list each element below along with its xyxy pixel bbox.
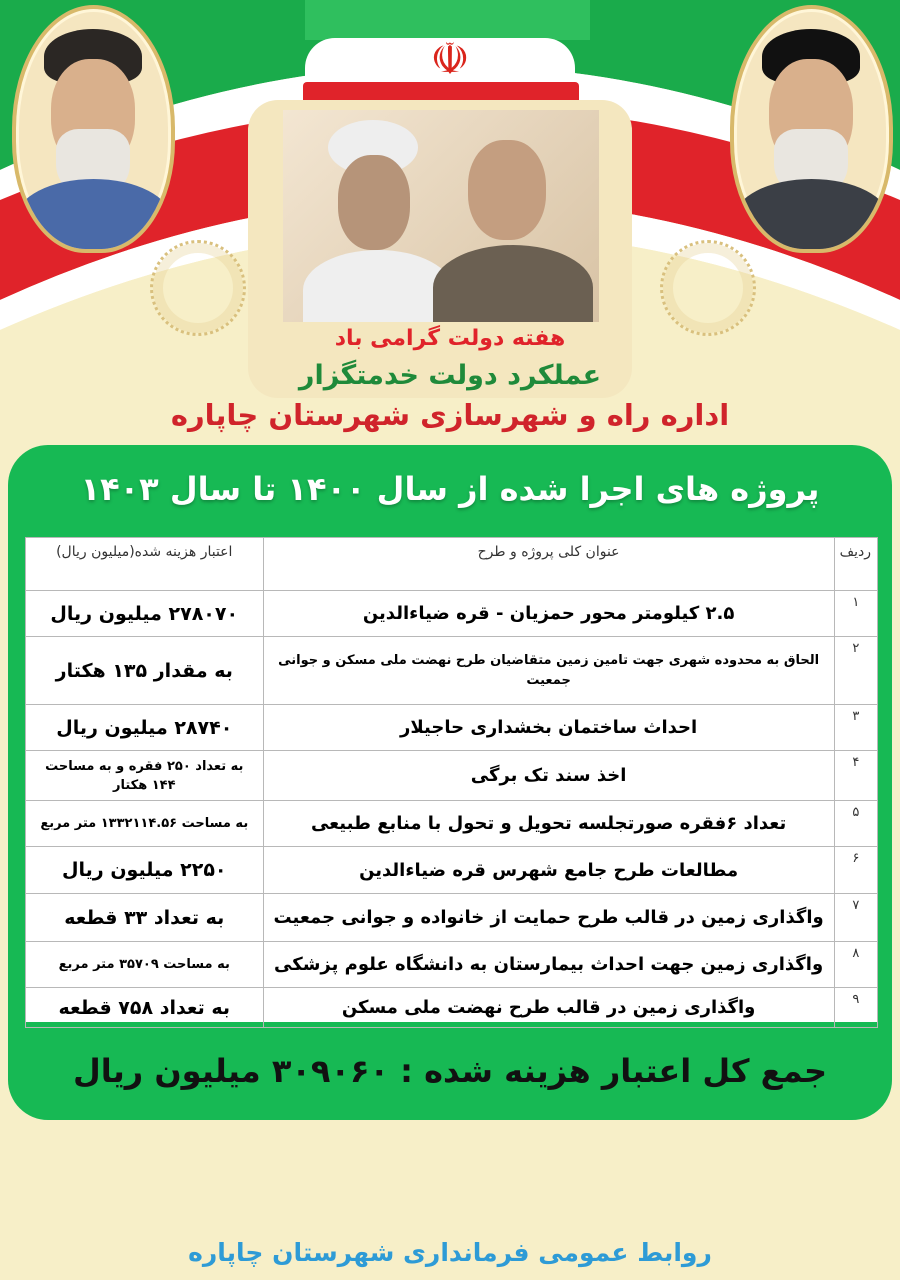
row-title: مطالعات طرح جامع شهرس قره ضیاءالدین [263,847,834,894]
row-index: ۵ [834,801,877,847]
footer-credit: روابط عمومی فرمانداری شهرستان چاپاره [188,1238,712,1267]
table-row [26,988,878,1028]
row-index: ۸ [834,942,877,988]
suit-shape [433,245,593,322]
row-index: ۶ [834,847,877,894]
row-index: ۷ [834,894,877,942]
robe-shape [303,250,453,322]
iran-emblem-icon: ☫ [430,34,470,85]
table-row [26,801,878,847]
martyrs-photo [283,110,599,322]
row-cost: ۲۷۸۰۷۰ میلیون ریال [26,591,264,637]
row-cost: به تعداد ۲۵۰ فقره و به مساحت ۱۴۴ هکتار [26,751,264,801]
row-cost: به مساحت ۱۳۳۲۱۱۴.۵۶ متر مربع [26,801,264,847]
row-title: تعداد ۶فقره صورتجلسه تحویل و تحول با منابع طبیعی [263,801,834,847]
projects-table [25,537,878,1028]
row-title: احداث ساختمان بخشداری حاجیلار [263,705,834,751]
row-index: ۹ [834,988,877,1028]
row-index: ۲ [834,637,877,705]
slogan-department: اداره راه و شهرسازی شهرستان چاپاره [170,398,730,432]
row-title: الحاق به محدوده شهری جهت تامین زمین متقاضیان طرح نهضت ملی مسکن و جوانی جمعیت [263,637,834,705]
row-title: ۲.۵ کیلومتر محور حمزیان - قره ضیاءالدین [263,591,834,637]
table-row [26,637,878,705]
table-header-row [26,538,878,591]
row-cost: ۲۸۷۴۰ میلیون ریال [26,705,264,751]
head-shape [468,140,546,240]
header-title: عنوان کلی پروژه و طرح [263,538,834,591]
row-index: ۴ [834,751,877,801]
row-cost: ۲۲۵۰ میلیون ریال [26,847,264,894]
row-title: واگذاری زمین در قالب طرح حمایت از خانواده و جوانی جمعیت [263,894,834,942]
row-title: واگذاری زمین جهت احداث بیمارستان به دانشگاه علوم پزشکی [263,942,834,988]
row-cost: به مقدار ۱۳۵ هکتار [26,637,264,705]
ornament-right-icon [660,240,756,336]
head-shape [338,155,410,250]
ornament-left-icon [150,240,246,336]
row-cost: به تعداد ۷۵۸ قطعه [26,988,264,1028]
header-index: ردیف [834,538,877,591]
robe-shape [16,179,171,253]
row-title: اخذ سند تک برگی [263,751,834,801]
card-title: پروژه های اجرا شده از سال ۱۴۰۰ تا سال ۱۴۰۳ [80,470,820,508]
table-row [26,942,878,988]
header-cost: اعتبار هزینه شده(میلیون ریال) [26,538,264,591]
row-title: واگذاری زمین در قالب طرح نهضت ملی مسکن [263,988,834,1028]
robe-shape [734,179,889,253]
table-row [26,751,878,801]
projects-table-wrap [25,537,878,1022]
slogan-performance: عملکرد دولت خدمتگزار [298,360,602,391]
row-cost: به تعداد ۳۳ قطعه [26,894,264,942]
table-row [26,894,878,942]
table-row [26,705,878,751]
row-cost: به مساحت ۳۵۷۰۹ متر مربع [26,942,264,988]
table-row [26,591,878,637]
row-index: ۳ [834,705,877,751]
slogan-government-week: هفته دولت گرامی باد [334,326,566,351]
portrait-right [730,5,893,253]
table-row [26,847,878,894]
total-cost: جمع کل اعتبار هزینه شده : ۳۰۹۰۶۰ میلیون ریال [72,1052,828,1090]
portrait-left [12,5,175,253]
row-index: ۱ [834,591,877,637]
